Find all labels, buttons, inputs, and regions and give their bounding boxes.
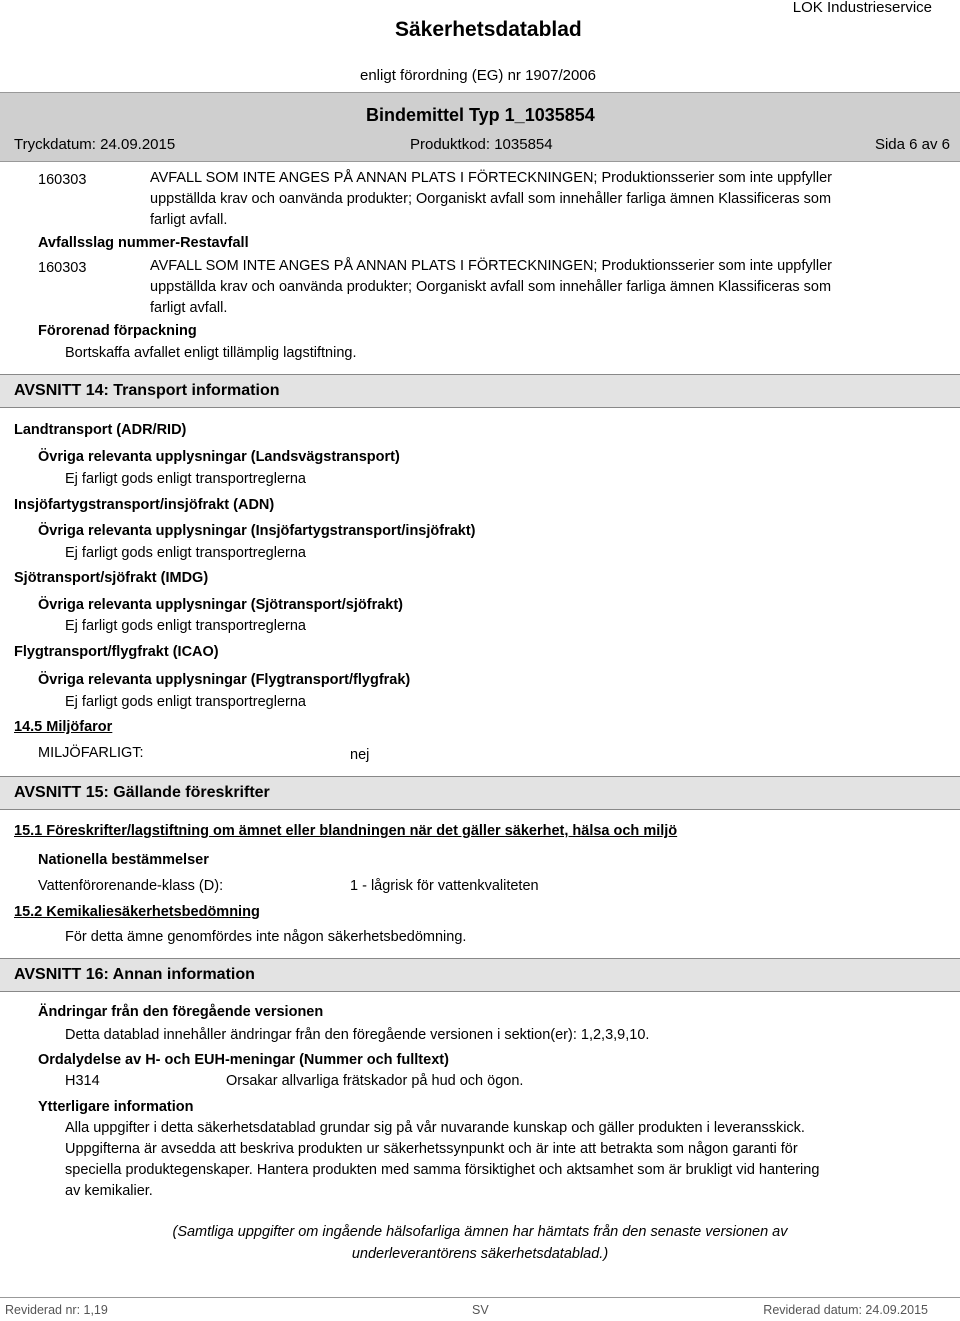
environment-hazard-heading: 14.5 Miljöfaror	[14, 719, 113, 735]
changes-text: Detta datablad innehåller ändringar från den föregående versionen i sektion(er): 1,2,3,9,10.	[65, 1027, 650, 1043]
footer-divider	[0, 1297, 960, 1298]
print-date: Tryckdatum: 24.09.2015	[14, 136, 176, 153]
national-regulations-heading: Nationella bestämmelser	[38, 852, 209, 868]
section-14-header	[0, 374, 960, 408]
chemical-safety-subheading: 15.2 Kemikaliesäkerhetsbedömning	[14, 904, 260, 920]
chemical-safety-text: För detta ämne genomfördes inte någon säkerhetsbedömning.	[65, 929, 467, 945]
supplier-note: (Samtliga uppgifter om ingående hälsofarliga ämnen har hämtats från den senaste versionen av underleverantörens säkerhetsdatablad.)	[172, 1224, 788, 1262]
waste-text-2: AVFALL SOM INTE ANGES PÅ ANNAN PLATS I FÖRTECKNINGEN; Produktionsserier som inte uppfyller uppställda krav och oanvända produkter; Oorganiskt avfall som innehåller farliga ämnen Klassificeras som farligt avfall.	[150, 258, 832, 316]
water-hazard-value: 1 - lågrisk för vattenkvaliteten	[350, 878, 539, 894]
environment-hazard-value: nej	[350, 747, 370, 763]
land-transport-subheading: Övriga relevanta upplysningar (Landsvägstransport)	[38, 449, 400, 465]
air-transport-text: Ej farligt gods enligt transportreglerna	[65, 694, 306, 710]
h-statements-heading: Ordalydelse av H- och EUH-meningar (Nummer och fulltext)	[38, 1052, 449, 1068]
document-title: Säkerhetsdatablad	[395, 18, 582, 41]
sea-transport-heading: Sjötransport/sjöfrakt (IMDG)	[14, 570, 209, 586]
sea-transport-subheading: Övriga relevanta upplysningar (Sjötransport/sjöfrakt)	[38, 597, 403, 613]
waste-code-1: 160303	[38, 172, 87, 188]
language-code: SV	[472, 1303, 489, 1317]
page-number: Sida 6 av 6	[874, 136, 950, 153]
regulations-subheading: 15.1 Föreskrifter/lagstiftning om ämnet eller blandningen när det gäller säkerhet, hälsa och miljö	[14, 823, 678, 839]
h-statement-text: Orsakar allvarliga frätskador på hud och ögon.	[226, 1073, 524, 1089]
inland-transport-subheading: Övriga relevanta upplysningar (Insjöfartygstransport/insjöfrakt)	[38, 523, 476, 539]
packaging-heading: Förorenad förpackning	[38, 323, 197, 339]
header-band	[0, 92, 960, 162]
section-15-title: AVSNITT 15: Gällande föreskrifter	[14, 784, 270, 801]
sea-transport-text: Ej farligt gods enligt transportreglerna	[65, 618, 306, 634]
product-name: Bindemittel Typ 1_1035854	[366, 105, 595, 125]
further-info-heading: Ytterligare information	[38, 1099, 194, 1115]
environment-hazard-label: MILJÖFARLIGT:	[38, 745, 144, 761]
changes-heading: Ändringar från den föregående versionen	[38, 1004, 324, 1020]
revision-number: Reviderad nr: 1,19	[5, 1303, 108, 1317]
land-transport-heading: Landtransport (ADR/RID)	[14, 422, 187, 438]
inland-transport-text: Ej farligt gods enligt transportreglerna	[65, 545, 306, 561]
water-hazard-label: Vattenförorenande-klass (D):	[38, 878, 224, 894]
waste-code-2: 160303	[38, 260, 87, 276]
revision-date: Reviderad datum: 24.09.2015	[763, 1303, 928, 1317]
air-transport-subheading: Övriga relevanta upplysningar (Flygtransport/flygfrak)	[38, 672, 411, 688]
company-name: LOK Industrieservice	[792, 0, 932, 16]
regulation-line: enligt förordning (EG) nr 1907/2006	[360, 67, 596, 84]
product-code: Produktkod: 1035854	[410, 136, 553, 153]
air-transport-heading: Flygtransport/flygfrakt (ICAO)	[14, 644, 219, 660]
packaging-text: Bortskaffa avfallet enligt tillämplig lagstiftning.	[65, 345, 357, 361]
rest-waste-heading: Avfallsslag nummer-Restavfall	[38, 235, 249, 251]
waste-text-1: AVFALL SOM INTE ANGES PÅ ANNAN PLATS I FÖRTECKNINGEN; Produktionsserier som inte uppfyller uppställda krav och oanvända produkter; Oorganiskt avfall som innehåller farliga ämnen Klassificeras som farligt avfall.	[150, 170, 832, 228]
h-statement-code: H314	[65, 1073, 100, 1089]
section-16-header	[0, 958, 960, 992]
land-transport-text: Ej farligt gods enligt transportreglerna	[65, 471, 306, 487]
section-14-title: AVSNITT 14: Transport information	[14, 382, 280, 399]
further-info-text: Alla uppgifter i detta säkerhetsdatablad grundar sig på vår nuvarande kunskap och gäller produkten i leveransskick. Uppgifterna är avsedda att beskriva produkten ur säkerhetssynpunkt och är inte att betrakta som någon garanti för speciella produktegenskaper. Hantera produkten med samma försiktighet och aktsamhet som är brukligt vid hantering av kemikalier.	[65, 1120, 820, 1199]
inland-transport-heading: Insjöfartygstransport/insjöfrakt (ADN)	[14, 497, 275, 513]
section-15-header	[0, 776, 960, 810]
section-16-title: AVSNITT 16: Annan information	[14, 966, 255, 983]
